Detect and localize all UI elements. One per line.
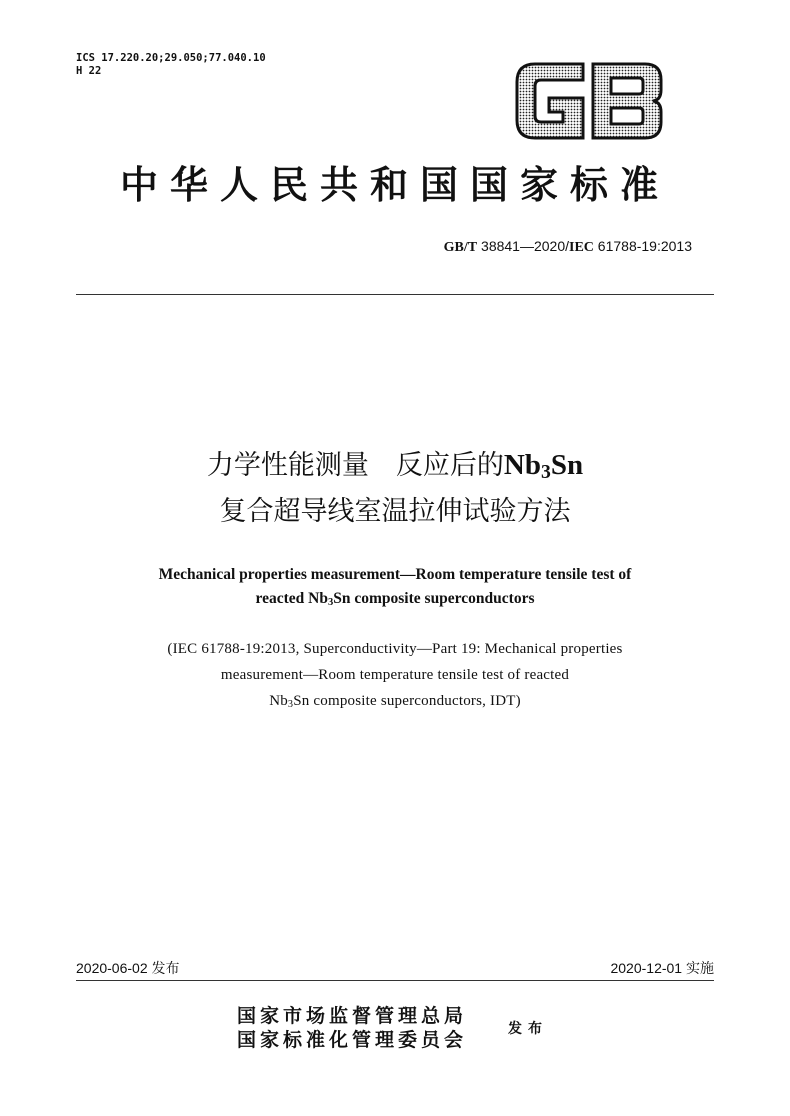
iec-reference-line2: measurement—Room temperature tensile test of reacted [220, 667, 570, 683]
title-cn-line1 [0, 444, 790, 487]
title-en-line1: Mechanical properties measurement—Room temperature tensile test of [158, 566, 632, 583]
issuer-sac: 国家标准化管理委员会 [237, 1029, 468, 1051]
standard-prefix: GB/T [443, 240, 478, 255]
issuer-samr: 国家市场监督管理总局 [237, 1005, 468, 1027]
issue-date: 2020-06-02 发布 [76, 960, 180, 976]
implement-date: 2020-12-01 实施 [610, 960, 714, 976]
iec-number-value: 61788-19:2013 [593, 238, 692, 254]
classification-codes [76, 52, 266, 78]
title-cn-line2: 复合超导线室温拉伸试验方法 [219, 496, 571, 527]
title-cn-text: 力学性能测量 反应后的 [206, 450, 504, 481]
gb-logo-text: GB [588, 115, 590, 116]
iec-reference-line1: (IEC 61788-19:2013, Superconductivity—Part 19: Mechanical properties [167, 641, 623, 657]
publish-label: 发布 [508, 1021, 548, 1037]
iec-prefix: IEC [569, 240, 594, 255]
header-divider [76, 294, 714, 295]
gb-logo [513, 60, 665, 142]
ccs-code: H 22 [76, 65, 102, 77]
standard-number [444, 238, 692, 256]
footer-divider [76, 980, 714, 981]
country-standard-heading: 中华人民共和国国家标准 [119, 162, 670, 207]
ics-code: ICS 17.220.20;29.050;77.040.10 [76, 52, 266, 64]
title-en-line2: reacted $Nb_3Sn$ composite superconductors [255, 590, 535, 609]
standard-number-value: 38841—2020/ [477, 238, 569, 254]
iec-reference-line3: $Nb_3Sn$ composite superconductors, IDT) [269, 693, 521, 711]
title-cn-formula: $Nb_3Sn$ [503, 449, 584, 483]
